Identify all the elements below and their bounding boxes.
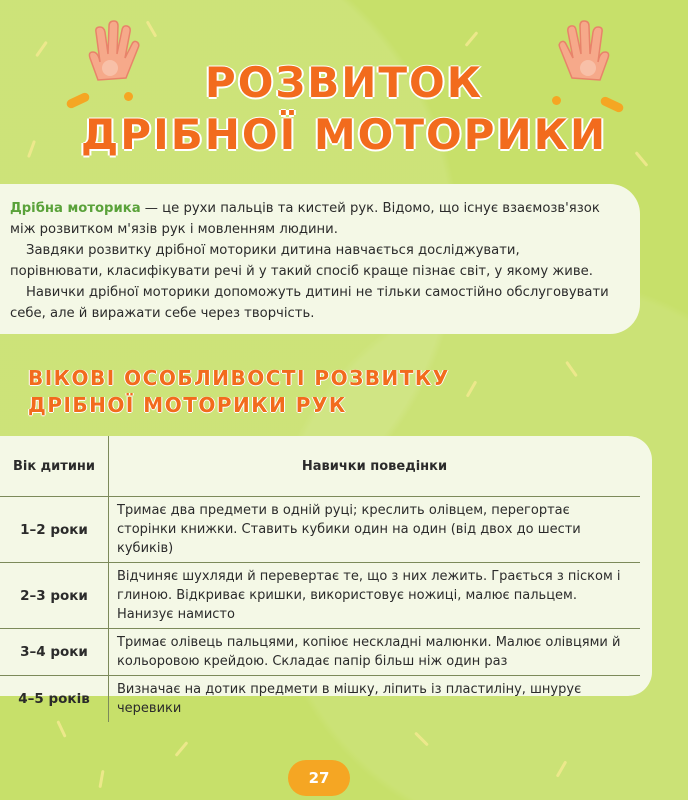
section-title-line1: ВІКОВІ ОСОБЛИВОСТІ РОЗВИТКУ [28,366,450,390]
intro-paragraph-2: Завдяки розвитку дрібної моторики дитина навчається досліджувати, порівнювати, класифікувати речі й у такий спосіб краще пізнає світ, у якому живе. [10,243,593,279]
age-cell: 4–5 років [0,676,109,723]
age-cell: 3–4 роки [0,629,109,676]
skills-cell: Тримає олівець пальцями, копіює нескладні малюнки. Малює олівцями й кольоровою крейдою. Складає папір більш ніж один раз [109,629,641,676]
table-header-row [0,436,640,497]
intro-paragraph-3: Навички дрібної моторики допоможуть дитині не тільки самостійно обслуговувати себе, але й виражати себе через творчість. [10,285,609,321]
skills-table-panel [0,436,652,716]
confetti-decoration [146,20,158,37]
skills-table [0,436,640,722]
intro-p1-text: — це рухи пальців та кистей рук. Відомо, що існує взаємозв'язок між розвитком м'язів рук і мовленням людини. [10,201,600,237]
column-header-skills: Навички поведінки [109,436,641,497]
confetti-decoration [414,732,429,747]
table-row [0,563,640,629]
age-cell: 1–2 роки [0,497,109,563]
confetti-decoration [56,720,66,738]
confetti-decoration [466,380,478,397]
column-header-age: Вік дитини [0,436,109,497]
skills-cell: Відчиняє шухляди й перевертає те, що з них лежить. Грається з піском і глиною. Відкриває кришки, використовує ножиці, малює пальцем. Нанизує намисто [109,563,641,629]
intro-paragraph-1 [10,198,616,240]
confetti-decoration [565,361,578,377]
confetti-decoration [98,770,104,788]
confetti-decoration [465,31,479,47]
table-row [0,497,640,563]
confetti-decoration [175,741,189,757]
skills-cell: Визначає на дотик предмети в мішку, ліпить із пластиліну, шнурує черевики [117,682,582,716]
confetti-decoration [35,41,48,57]
page-title-line2: ДРІБНОЇ МОТОРИКИ [80,110,608,159]
page-number-badge: 27 [288,760,350,796]
intro-panel [0,184,640,334]
page-title-line1: РОЗВИТОК [204,58,484,107]
age-cell: 2–3 роки [0,563,109,629]
term-highlight: Дрібна моторика [10,201,141,216]
section-title-line2: ДРІБНОЇ МОТОРИКИ РУК [28,393,347,417]
table-row [0,629,640,676]
skills-cell: Тримає два предмети в одній руці; креслить олівцем, перегортає сторінки книжки. Ставить кубики один на один (від двох до шести кубиків) [109,497,641,563]
table-row [0,676,640,723]
confetti-decoration [556,760,568,777]
